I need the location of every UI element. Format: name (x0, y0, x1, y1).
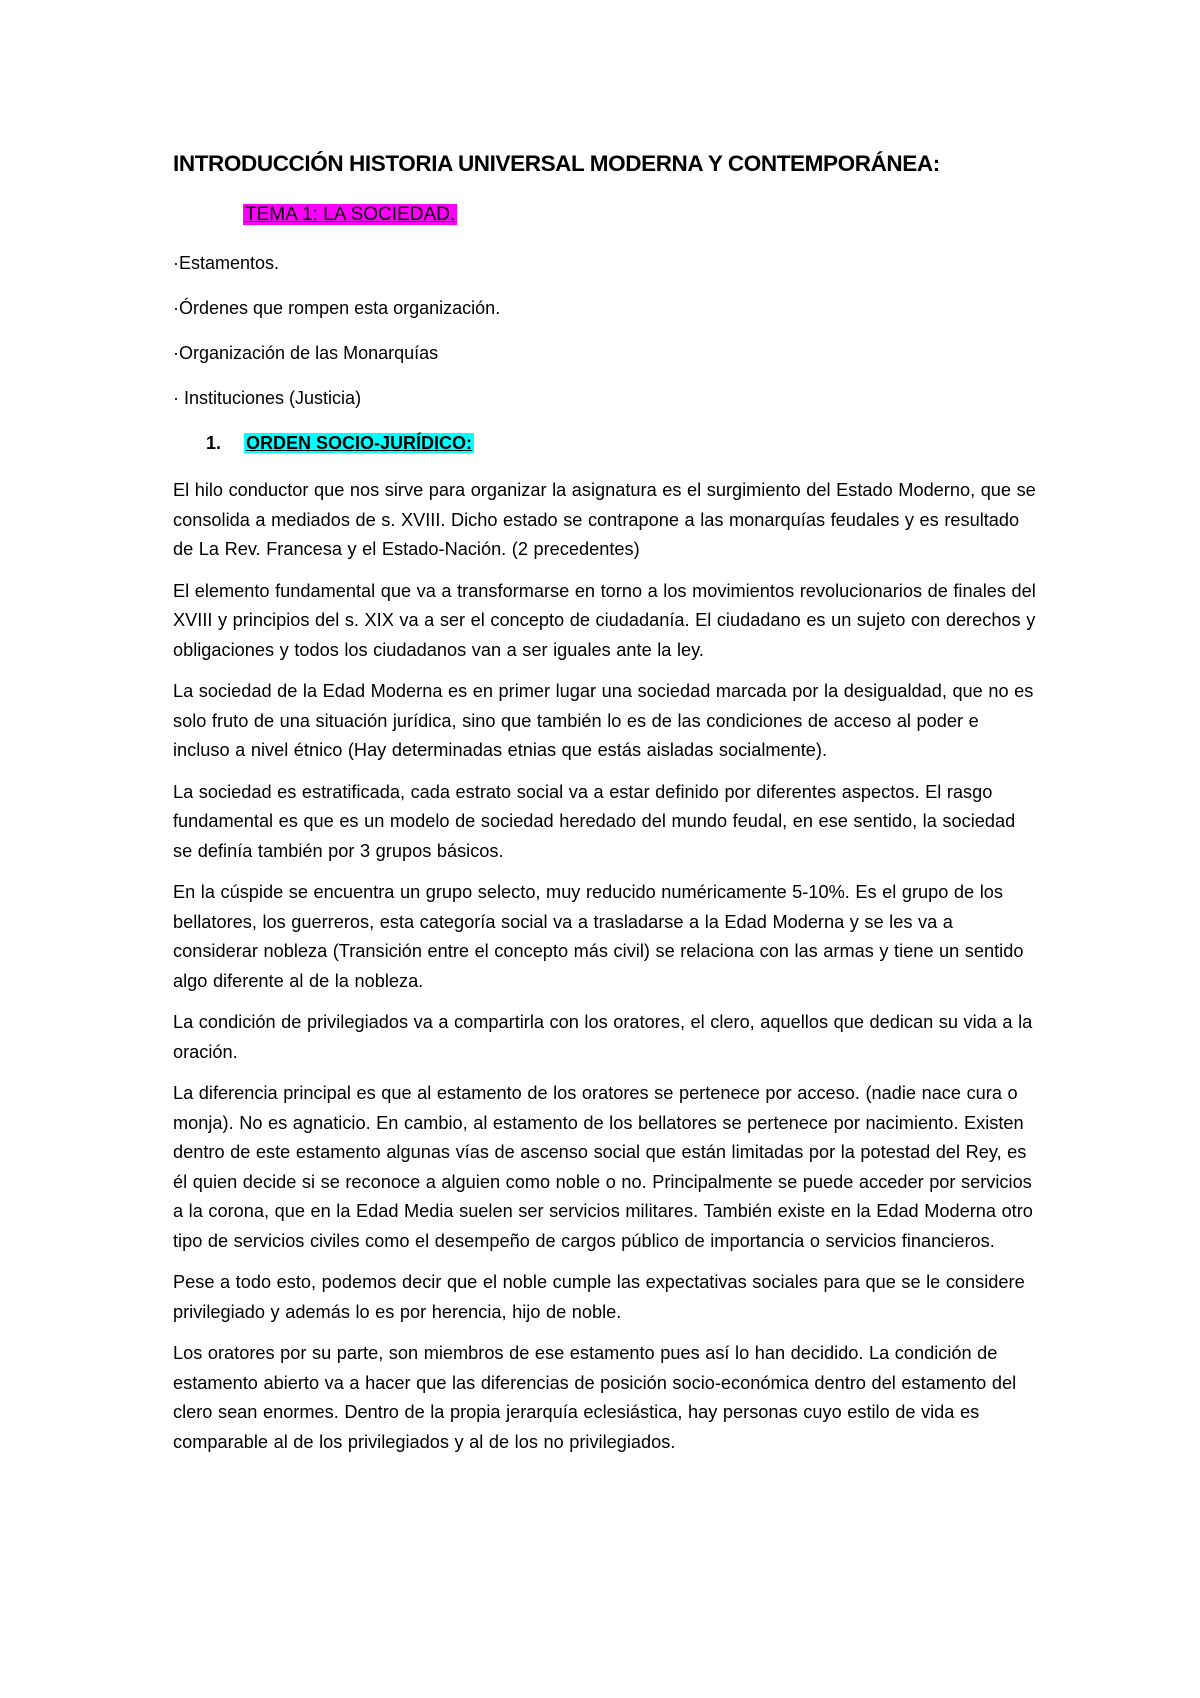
paragraph: Los oratores por su parte, son miembros de ese estamento pues así lo han decidido. La condición de estamento abierto va a hacer que las diferencias de posición socio-económica dentro del estamento del clero sean enormes. Dentro de la propia jerarquía eclesiástica, hay personas cuyo estilo de vida es comparable al de los privilegiados y al de los no privilegiados. (173, 1343, 1017, 1452)
section-heading (206, 430, 474, 456)
topic-list (173, 250, 500, 430)
tema-heading-label: TEMA 1: LA SOCIEDAD. (245, 204, 456, 225)
paragraph: La sociedad de la Edad Moderna es en primer lugar una sociedad marcada por la desigualdad, que no es solo fruto de una situación jurídica, sino que también lo es de las condiciones de acceso al poder e incluso a nivel étnico (Hay determinadas etnias que estás aisladas socialmente). (173, 681, 1034, 760)
paragraph: La condición de privilegiados va a compartirla con los oratores, el clero, aquellos que dedican su vida a la oración. (173, 1012, 1033, 1062)
paragraph: En la cúspide se encuentra un grupo selecto, muy reducido numéricamente 5-10%. Es el grupo de los bellatores, los guerreros, esta categoría social va a trasladarse a la Edad Moderna y se les va a considerar nobleza (Transición entre el concepto más civil) se relaciona con las armas y tiene un sentido algo diferente al de la nobleza. (173, 882, 1024, 991)
paragraph: El hilo conductor que nos sirve para organizar la asignatura es el surgimiento del Estado Moderno, que se consolida a mediados de s. XVIII. Dicho estado se contrapone a las monarquías feudales y es resultado de La Rev. Francesa y el Estado-Nación. (2 precedentes) (173, 480, 1036, 559)
document-title: INTRODUCCIÓN HISTORIA UNIVERSAL MODERNA Y CONTEMPORÁNEA: (173, 151, 940, 176)
list-item: ·Órdenes que rompen esta organización. (173, 298, 501, 318)
section-label: ORDEN SOCIO-JURÍDICO: (246, 433, 473, 453)
tema-heading (243, 202, 457, 228)
paragraph: El elemento fundamental que va a transformarse en torno a los movimientos revolucionarios de finales del XVIII y principios del s. XIX va a ser el concepto de ciudadanía. El ciudadano es un sujeto con derechos y obligaciones y todos los ciudadanos van a ser iguales ante la ley. (173, 580, 1036, 660)
paragraph: Pese a todo esto, podemos decir que el noble cumple las expectativas sociales para que se le considere privilegiado y además lo es por herencia, hijo de noble. (173, 1272, 1025, 1322)
list-item: · Instituciones (Justicia) (173, 388, 362, 408)
list-item: ·Organización de las Monarquías (173, 343, 439, 363)
section-number: 1. (206, 433, 222, 453)
paragraph: La sociedad es estratificada, cada estrato social va a estar definido por diferentes aspectos. El rasgo fundamental es que es un modelo de sociedad heredado del mundo feudal, en ese sentido, la sociedad se definía también por 3 grupos básicos. (173, 781, 1016, 861)
list-item: ·Estamentos. (173, 253, 280, 273)
paragraph: La diferencia principal es que al estamento de los oratores se pertenece por acceso. (nadie nace cura o monja). No es agnaticio. En cambio, al estamento de los bellatores se pertenece por nacimiento. Existen dentro de este estamento algunas vías de ascenso social que están limitadas por la potestad del Rey, es él quien decide si se reconoce a alguien como noble o no. Principalmente se puede acceder por servicios a la corona, que en la Edad Media suelen ser servicios militares. También existe en la Edad Moderna otro tipo de servicios civiles como el desempeño de cargos público de importancia o servicios financieros. (173, 1083, 1033, 1251)
body-text (173, 476, 1039, 1469)
